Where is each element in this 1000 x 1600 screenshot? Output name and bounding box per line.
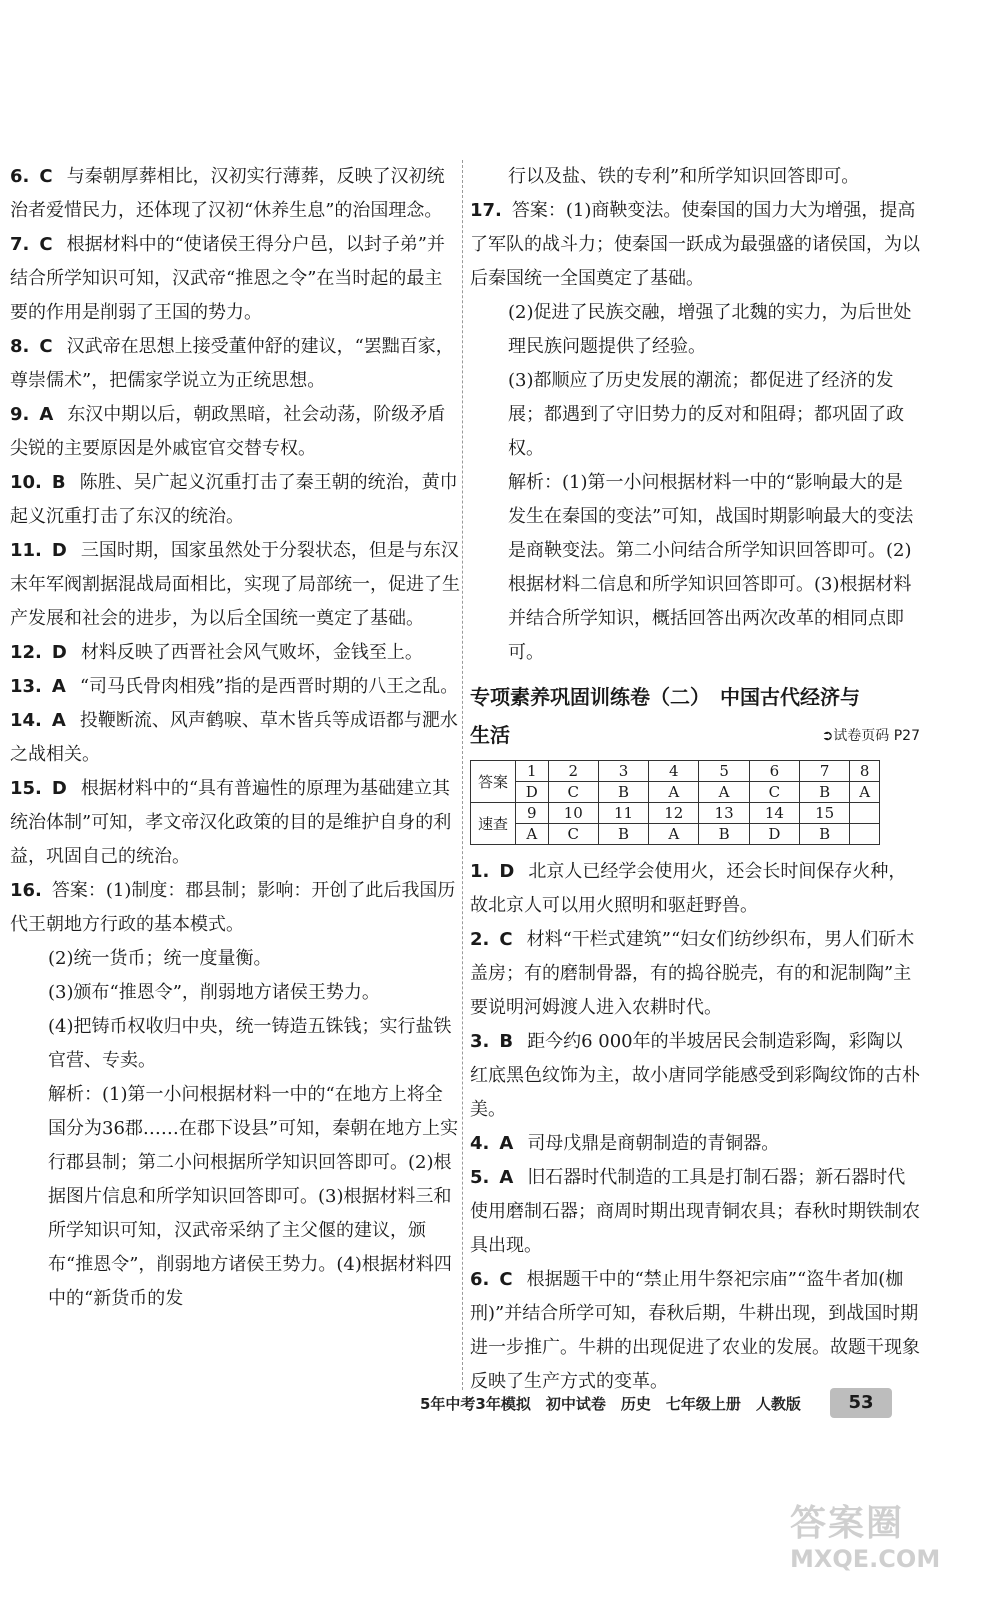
question-number: 5. [470,1167,490,1188]
explanation-text: 司母戊鼎是商朝制造的青铜器。 [527,1133,780,1154]
explanation-text: 汉武帝在思想上接受董仲舒的建议，“罢黜百家，尊崇儒术”，把儒家学说立为正统思想。 [10,336,454,391]
question-item [470,1263,920,1399]
table-cell: B [598,824,648,845]
question-number: 1. [470,861,490,882]
question-item [10,228,460,330]
page-reference: ➲试卷页码 P27 [821,728,920,744]
table-cell: 12 [649,803,699,824]
explanation-text: 三国时期，国家虽然处于分裂状态，但是与东汉末年军阀割据混战局面相比，实现了局部统一，促进了生产发展和社会的进步，为以后全国统一奠定了基础。 [10,540,460,629]
answer-letter: B [51,472,66,493]
answer-letter: D [51,778,67,799]
table-cell: B [800,782,850,803]
answer-letter: A [51,676,66,697]
question-number: 12. [10,642,42,663]
question-number: 13. [10,676,42,697]
question-item [10,466,460,534]
table-row [471,782,880,803]
table-cell: 7 [800,761,850,782]
question-number: 3. [470,1031,490,1052]
section-title-line2: 生活 [470,723,510,747]
answer-table [470,760,880,845]
question-number: 4. [470,1133,490,1154]
table-cell: D [749,824,799,845]
question-item [10,160,460,228]
table-cell: 15 [800,803,850,824]
explanation-text: 材料反映了西晋社会风气败坏，金钱至上。 [80,642,423,663]
answer-letter: C [39,166,53,187]
question-item [10,874,460,942]
table-cell [850,803,880,824]
answer-letter: D [51,642,67,663]
explanation-text: 与秦朝厚葬相比，汉初实行薄葬，反映了汉初统治者爱惜民力，还体现了汉初“休养生息”的治国理念。 [10,166,445,221]
question-number: 14. [10,710,42,731]
question-number: 9. [10,404,30,425]
question-item [10,330,460,398]
table-cell: 11 [598,803,648,824]
column-divider [462,160,463,1390]
answer-letter: C [39,234,53,255]
question-number: 7. [10,234,30,255]
sub-answer: 解析：(1)第一小问根据材料一中的“在地方上将全国分为36郡……在郡下设县”可知，秦朝在地方上实行郡县制；第二小问根据所学知识回答即可。(2)根据图片信息和所学知识回答即可。(3)根据材料三和所学知识可知，汉武帝采纳了主父偃的建议，颁布“推恩令”，削弱地方诸侯王势力。(4)根据材料四中的“新货币的发 [48,1084,459,1309]
answer-letter: A [51,710,66,731]
explanation-text: 陈胜、吴广起义沉重打击了秦王朝的统治，黄巾起义沉重打击了东汉的统治。 [10,472,458,527]
table-cell: 8 [850,761,880,782]
question-number: 6. [10,166,30,187]
question-item [10,534,460,636]
answer-letter: A [499,1167,514,1188]
explanation-text: 东汉中期以后，朝政黑暗，社会动荡，阶级矛盾尖锐的主要原因是外戚宦官交替专权。 [10,404,446,459]
question-17: 17. 答案：(1)商鞅变法。使秦国的国力大为增强，提高了军队的战斗力；使秦国一跃成为最强盛的诸侯国，为以后秦国统一全国奠定了基础。 [470,200,920,289]
table-cell: A [850,782,880,803]
watermark-url: MXQE.COM [790,1545,941,1573]
table-cell: 2 [548,761,598,782]
question-item [470,923,920,1025]
explanation-text: “司马氏骨肉相残”指的是西晋时期的八王之乱。 [79,676,459,697]
question-number: 10. [10,472,42,493]
explanation-text: 根据题干中的“禁止用牛祭祀宗庙”“盗牛者加(枷刑)”并结合所学可知，春秋后期，牛耕出现，到战国时期进一步推广。牛耕的出现促进了农业的发展。故题干现象反映了生产方式的变革。 [470,1269,920,1392]
question-number: 11. [10,540,42,561]
left-column [10,160,460,1316]
footer-book-title: 5年中考3年模拟 初中试卷 历史 七年级上册 人教版 [420,1395,801,1413]
table-cell: 13 [699,803,749,824]
table-label: 速查 [471,803,516,845]
section-header [470,678,920,754]
answer-letter: A [39,404,54,425]
table-cell: 5 [699,761,749,782]
table-cell: B [699,824,749,845]
table-cell: A [649,824,699,845]
answer-letter: D [499,861,515,882]
question-item [470,855,920,923]
table-cell: C [548,782,598,803]
explanation-text: 答案：(1)制度：郡县制；影响：开创了此后我国历代王朝地方行政的基本模式。 [10,880,456,935]
sub-answer: (4)把铸币权收归中央，统一铸造五铢钱；实行盐铁官营、专卖。 [48,1016,452,1071]
question-number: 6. [470,1269,490,1290]
table-cell: 14 [749,803,799,824]
table-cell: A [649,782,699,803]
right-column [470,160,920,1399]
page-number: 53 [830,1388,892,1418]
table-cell: B [598,782,648,803]
explanation-text: 北京人已经学会使用火，还会长时间保存火种，故北京人可以用火照明和驱赶野兽。 [470,861,907,916]
continuation-text: 行以及盐、铁的专利”和所学知识回答即可。 [508,166,860,187]
answer-letter: D [51,540,67,561]
explanation-text: 投鞭断流、风声鹤唳、草木皆兵等成语都与淝水之战相关。 [10,710,458,765]
section-title-line1: 专项素养巩固训练卷（二） 中国古代经济与 [470,685,860,709]
table-cell: 1 [516,761,549,782]
table-cell: 10 [548,803,598,824]
question-item [10,704,460,772]
table-cell: 6 [749,761,799,782]
question-item [470,1161,920,1263]
explanation-text: 距今约6 000年的半坡居民会制造彩陶，彩陶以红底黑色纹饰为主，故小唐同学能感受到彩陶纹饰的古朴美。 [470,1031,920,1120]
table-cell: 4 [649,761,699,782]
question-item [470,1025,920,1127]
question-item [10,398,460,466]
table-cell: C [548,824,598,845]
sub-answer: (2)统一货币；统一度量衡。 [48,948,272,969]
sub-answer: (2)促进了民族交融，增强了北魏的实力，为后世处理民族问题提供了经验。 [508,302,912,357]
table-cell: 9 [516,803,549,824]
question-number: 15. [10,778,42,799]
question-item [10,772,460,874]
table-cell: C [749,782,799,803]
table-label: 答案 [471,761,516,803]
table-cell: B [800,824,850,845]
answer-letter: B [499,1031,514,1052]
question-number: 8. [10,336,30,357]
table-cell: A [699,782,749,803]
answer-letter: C [499,929,513,950]
explanation-text: 材料“干栏式建筑”“妇女们纺纱织布，男人们斫木盖房；有的磨制骨器，有的捣谷脱壳，有的和泥制陶”主要说明河姆渡人进入农耕时代。 [470,929,915,1018]
table-row [471,761,880,782]
table-cell [850,824,880,845]
question-item [470,1127,920,1161]
answer-letter: A [499,1133,514,1154]
sub-answer: (3)颁布“推恩令”，削弱地方诸侯王势力。 [48,982,380,1003]
sub-answer: 解析：(1)第一小问根据材料一中的“影响最大的是发生在秦国的变法”可知，战国时期影响最大的变法是商鞅变法。第二小问结合所学知识回答即可。(2)根据材料二信息和所学知识回答即可。(3)根据材料并结合所学知识，概括回答出两次改革的相同点即可。 [508,472,914,663]
question-item [10,670,460,704]
watermark-logo: 答案圈 [790,1503,905,1544]
table-cell: D [516,782,549,803]
question-number: 2. [470,929,490,950]
explanation-text: 根据材料中的“具有普遍性的原理为基础建立其统治体制”可知，孝文帝汉化政策的目的是维护自身的利益，巩固自己的统治。 [10,778,452,867]
sub-answer: (3)都顺应了历史发展的潮流；都促进了经济的发展；都遇到了守旧势力的反对和阻碍；都巩固了政权。 [508,370,904,459]
question-item [10,636,460,670]
answer-letter: C [39,336,53,357]
answer-letter: C [499,1269,513,1290]
question-number: 16. [10,880,42,901]
table-row [471,824,880,845]
explanation-text: 旧石器时代制造的工具是打制石器；新石器时代使用磨制石器；商周时期出现青铜农具；春秋时期铁制农具出现。 [470,1167,920,1256]
explanation-text: 根据材料中的“使诸侯王得分户邑，以封子弟”并结合所学知识可知，汉武帝“推恩之令”在当时起的最主要的作用是削弱了王国的势力。 [10,234,445,323]
table-cell: 3 [598,761,648,782]
table-row [471,803,880,824]
table-cell: A [516,824,549,845]
